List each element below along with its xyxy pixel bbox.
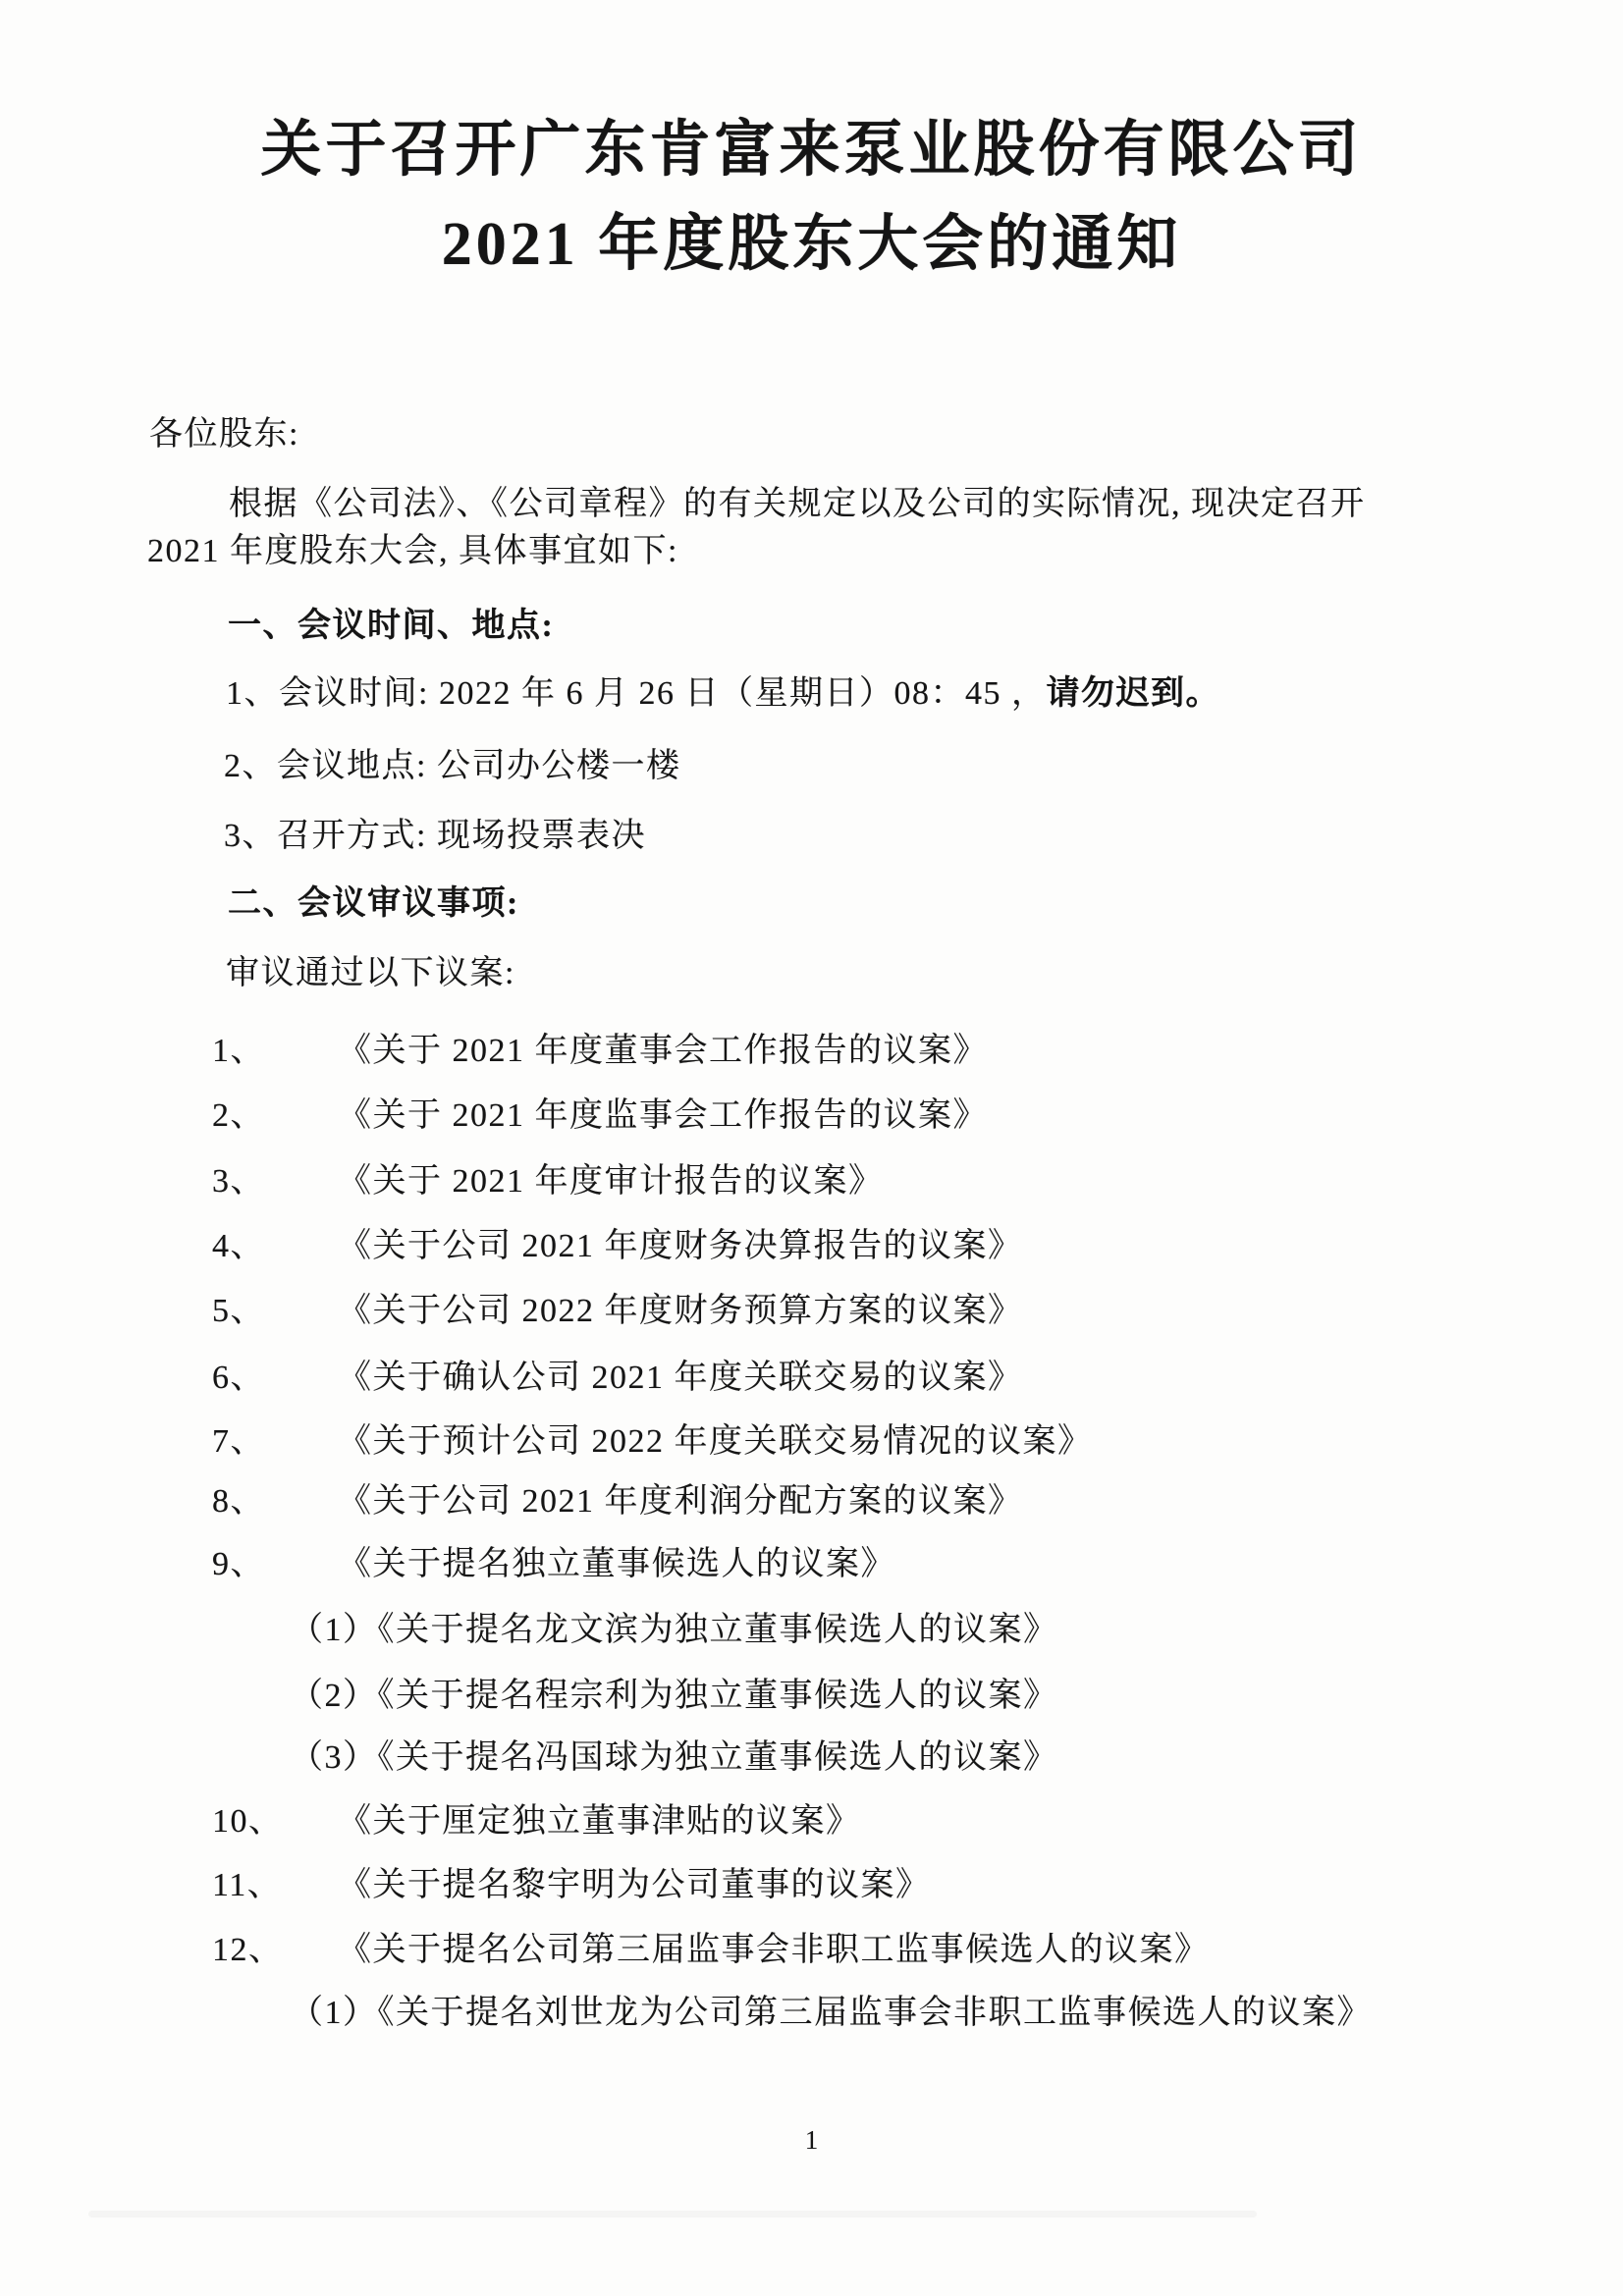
- proposal-item-1: [212, 1032, 988, 1072]
- proposal-title: 《关于确认公司 2021 年度关联交易的议案》: [338, 1360, 1023, 1396]
- proposal-subitem-9-1: （1）《关于提名龙文滨为独立董事候选人的议案》: [290, 1612, 1058, 1648]
- proposal-title: 《关于厘定独立董事津贴的议案》: [338, 1803, 861, 1840]
- proposal-title: 《关于公司 2021 年度财务决算报告的议案》: [338, 1228, 1023, 1264]
- proposal-subitem-12-1: （1）《关于提名刘世龙为公司第三届监事会非职工监事候选人的议案》: [290, 1995, 1372, 2031]
- document-title-line2: 2021 年度股东大会的通知: [441, 211, 1182, 278]
- proposal-number: 6、: [212, 1360, 265, 1396]
- proposal-item-6: [212, 1359, 1023, 1399]
- proposal-number: 10、: [212, 1803, 284, 1840]
- proposal-item-11: [212, 1866, 931, 1906]
- proposal-subitem-9-2: （2）《关于提名程宗利为独立董事候选人的议案》: [290, 1678, 1058, 1714]
- proposal-item-2: [212, 1096, 988, 1137]
- proposal-number: 5、: [212, 1293, 265, 1329]
- meeting-time-text: 1、会议时间: 2022 年 6 月 26 日（星期日）08：45 ，: [226, 675, 1047, 712]
- proposal-item-12: [212, 1931, 1210, 1971]
- proposal-number: 11、: [212, 1867, 283, 1903]
- proposal-number: 12、: [212, 1932, 284, 1968]
- section1-item-meeting-time: [226, 674, 1220, 715]
- proposal-title: 《关于 2021 年度审计报告的议案》: [338, 1163, 884, 1200]
- proposal-number: 4、: [212, 1228, 265, 1264]
- proposal-title: 《关于预计公司 2022 年度关联交易情况的议案》: [338, 1423, 1093, 1460]
- proposal-number: 1、: [212, 1033, 265, 1069]
- proposal-item-8: [212, 1482, 1023, 1522]
- section1-heading: 一、会议时间、地点:: [228, 608, 555, 644]
- section1-item-meeting-method: 3、召开方式: 现场投票表决: [224, 818, 646, 854]
- scan-artifact: [88, 2211, 1257, 2217]
- intro-line1: 根据《公司法》、《公司章程》的有关规定以及公司的实际情况, 现决定召开: [229, 486, 1366, 522]
- salutation: 各位股东:: [149, 416, 299, 453]
- proposal-title: 《关于 2021 年度监事会工作报告的议案》: [338, 1097, 988, 1134]
- proposal-title: 《关于提名独立董事候选人的议案》: [338, 1546, 895, 1582]
- proposal-subitem-9-3: （3）《关于提名冯国球为独立董事候选人的议案》: [290, 1739, 1058, 1776]
- proposal-item-9: [212, 1545, 895, 1585]
- section2-heading: 二、会议审议事项:: [228, 885, 519, 922]
- proposal-number: 7、: [212, 1423, 265, 1460]
- document-title-line1: 关于召开广东肯富来泵业股份有限公司: [260, 117, 1363, 184]
- proposal-number: 2、: [212, 1097, 265, 1134]
- proposal-number: 3、: [212, 1163, 265, 1200]
- proposal-number: 9、: [212, 1546, 265, 1582]
- proposal-item-3: [212, 1162, 884, 1202]
- section2-lead: 审议通过以下议案:: [226, 955, 515, 991]
- proposal-item-4: [212, 1227, 1023, 1267]
- proposal-item-10: [212, 1802, 861, 1842]
- proposal-title: 《关于 2021 年度董事会工作报告的议案》: [338, 1033, 988, 1069]
- proposal-title: 《关于提名公司第三届监事会非职工监事候选人的议案》: [338, 1932, 1210, 1968]
- intro-line2: 2021 年度股东大会, 具体事宜如下:: [147, 533, 678, 569]
- proposal-item-5: [212, 1292, 1023, 1332]
- proposal-number: 8、: [212, 1483, 265, 1520]
- proposal-title: 《关于公司 2021 年度利润分配方案的议案》: [338, 1483, 1023, 1520]
- section1-item-meeting-place: 2、会议地点: 公司办公楼一楼: [224, 748, 681, 784]
- page-number: 1: [804, 2125, 819, 2155]
- proposal-title: 《关于提名黎宇明为公司董事的议案》: [338, 1867, 931, 1903]
- proposal-title: 《关于公司 2022 年度财务预算方案的议案》: [338, 1293, 1023, 1329]
- proposal-item-7: [212, 1422, 1093, 1463]
- meeting-time-warning: 请勿迟到。: [1046, 675, 1220, 712]
